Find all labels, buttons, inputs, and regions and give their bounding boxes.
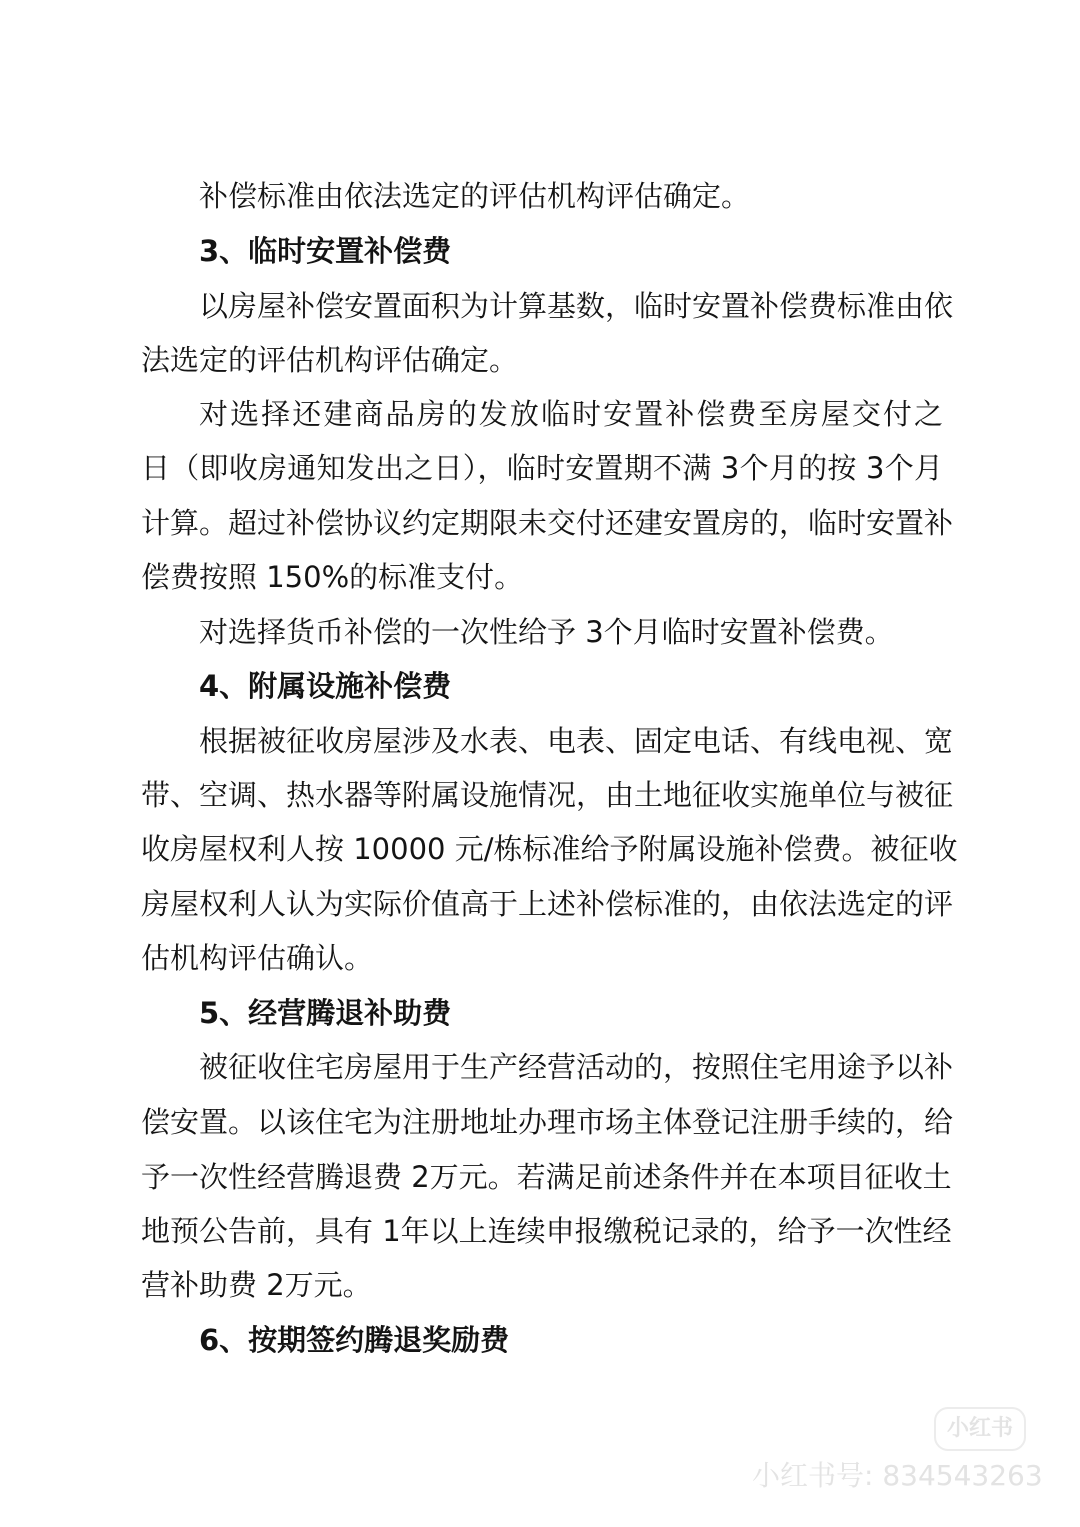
watermark-logo: 小红书 — [934, 1407, 1026, 1451]
section-heading-3: 3、临时安置补偿费 — [199, 234, 452, 268]
section-heading-5: 5、经营腾退补助费 — [199, 996, 452, 1030]
paragraph-line: 收房屋权利人按 10000 元/栋标准给予附属设施补偿费。被征收 — [141, 832, 958, 866]
paragraph-line: 根据被征收房屋涉及水表、电表、固定电话、有线电视、宽 — [199, 724, 954, 758]
paragraph-line: 估机构评估确认。 — [141, 941, 374, 975]
section-heading-4: 4、附属设施补偿费 — [199, 669, 452, 703]
paragraph-line: 对选择还建商品房的发放临时安置补偿费至房屋交付之 — [199, 397, 943, 431]
paragraph-line: 对选择货币补偿的一次性给予 3个月临时安置补偿费。 — [199, 615, 894, 649]
paragraph-line: 以房屋补偿安置面积为计算基数，临时安置补偿费标准由依 — [199, 289, 954, 323]
paragraph-line: 被征收住宅房屋用于生产经营活动的，按照住宅用途予以补 — [199, 1050, 954, 1084]
paragraph-line: 日（即收房通知发出之日），临时安置期不满 3个月的按 3个月 — [141, 451, 943, 485]
paragraph-line: 法选定的评估机构评估确定。 — [141, 343, 519, 377]
paragraph-line: 予一次性经营腾退费 2万元。若满足前述条件并在本项目征收土 — [141, 1160, 952, 1194]
paragraph-line: 带、空调、热水器等附属设施情况，由土地征收实施单位与被征 — [141, 778, 954, 812]
paragraph-line: 补偿标准由依法选定的评估机构评估确定。 — [199, 179, 751, 213]
paragraph-line: 偿费按照 150%的标准支付。 — [141, 560, 524, 594]
watermark-id: 小红书号: 834543263 — [752, 1459, 1043, 1492]
section-heading-6: 6、按期签约腾退奖励费 — [199, 1323, 510, 1357]
paragraph-line: 房屋权利人认为实际价值高于上述补偿标准的，由依法选定的评 — [141, 887, 954, 921]
paragraph-line: 偿安置。以该住宅为注册地址办理市场主体登记注册手续的，给 — [141, 1105, 954, 1139]
paragraph-line: 营补助费 2万元。 — [141, 1268, 372, 1302]
paragraph-line: 计算。超过补偿协议约定期限未交付还建安置房的，临时安置补 — [141, 506, 954, 540]
paragraph-line: 地预公告前，具有 1年以上连续申报缴税记录的，给予一次性经 — [141, 1214, 952, 1248]
